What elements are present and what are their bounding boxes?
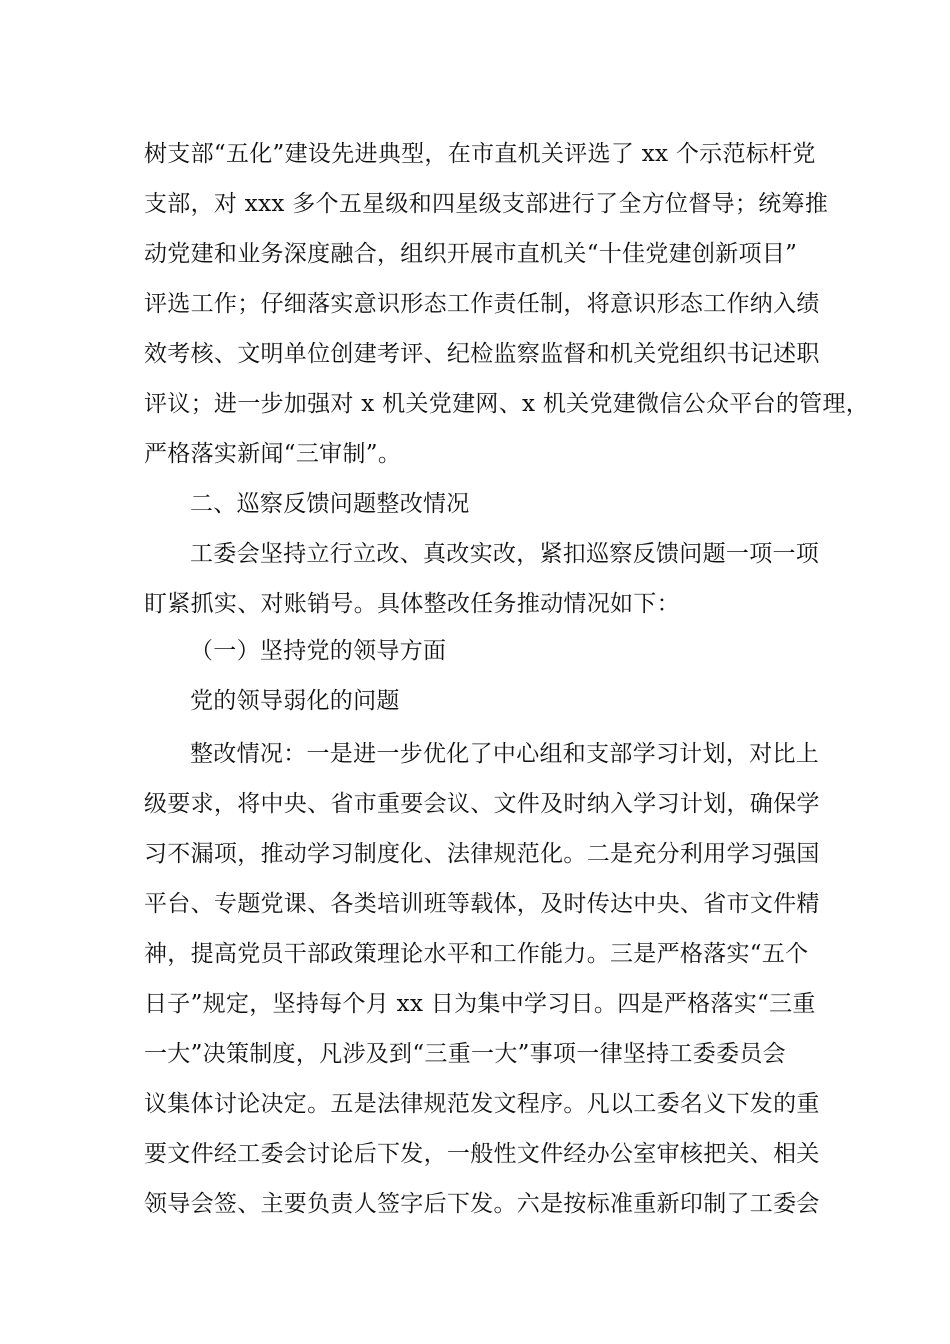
paragraph-line: 评议；进一步加强对 x 机关党建网、x 机关党建微信公众平台的管理， (144, 391, 870, 417)
paragraph-line: 工委会坚持立行立改、真改实改，紧扣巡察反馈问题一项一项 (190, 541, 820, 567)
paragraph-line: 神，提高党员干部政策理论水平和工作能力。三是严格落实“五个 (144, 941, 809, 967)
paragraph-line: 盯紧抓实、对账销号。具体整改任务推动情况如下： (144, 591, 680, 617)
issue-heading: 党的领导弱化的问题 (190, 688, 400, 714)
paragraph-line: 习不漏项，推动学习制度化、法律规范化。二是充分利用学习强国 (144, 841, 820, 867)
subsection-heading: （一）坚持党的领导方面 (190, 638, 447, 664)
paragraph-line: 级要求，将中央、省市重要会议、文件及时纳入学习计划，确保学 (144, 791, 820, 817)
paragraph-line: 树支部“五化”建设先进典型，在市直机关评选了 xx 个示范标杆党 (144, 141, 816, 167)
paragraph-line: 议集体讨论决定。五是法律规范发文程序。凡以工委名义下发的重 (144, 1091, 820, 1117)
paragraph-line: 评选工作；仔细落实意识形态工作责任制，将意识形态工作纳入绩 (144, 291, 820, 317)
paragraph-line: 支部，对 xxx 多个五星级和四星级支部进行了全方位督导；统筹推 (144, 191, 829, 217)
paragraph-line: 领导会签、主要负责人签字后下发。六是按标准重新印制了工委会 (144, 1191, 820, 1217)
paragraph-line: 动党建和业务深度融合，组织开展市直机关“十佳党建创新项目” (144, 241, 798, 267)
paragraph-line: 要文件经工委会讨论后下发，一般性文件经办公室审核把关、相关 (144, 1141, 820, 1167)
paragraph-line: 整改情况：一是进一步优化了中心组和支部学习计划，对比上 (190, 741, 820, 767)
paragraph-line: 严格落实新闻“三审制”。 (144, 441, 402, 467)
paragraph-line: 平台、专题党课、各类培训班等载体，及时传达中央、省市文件精 (144, 891, 820, 917)
paragraph-line: 效考核、文明单位创建考评、纪检监察监督和机关党组织书记述职 (144, 341, 820, 367)
paragraph-line: 日子”规定，坚持每个月 xx 日为集中学习日。四是严格落实“三重 (144, 991, 816, 1017)
section-heading: 二、巡察反馈问题整改情况 (190, 491, 470, 517)
paragraph-line: 一大”决策制度，凡涉及到“三重一大”事项一律坚持工委委员会 (144, 1041, 786, 1067)
